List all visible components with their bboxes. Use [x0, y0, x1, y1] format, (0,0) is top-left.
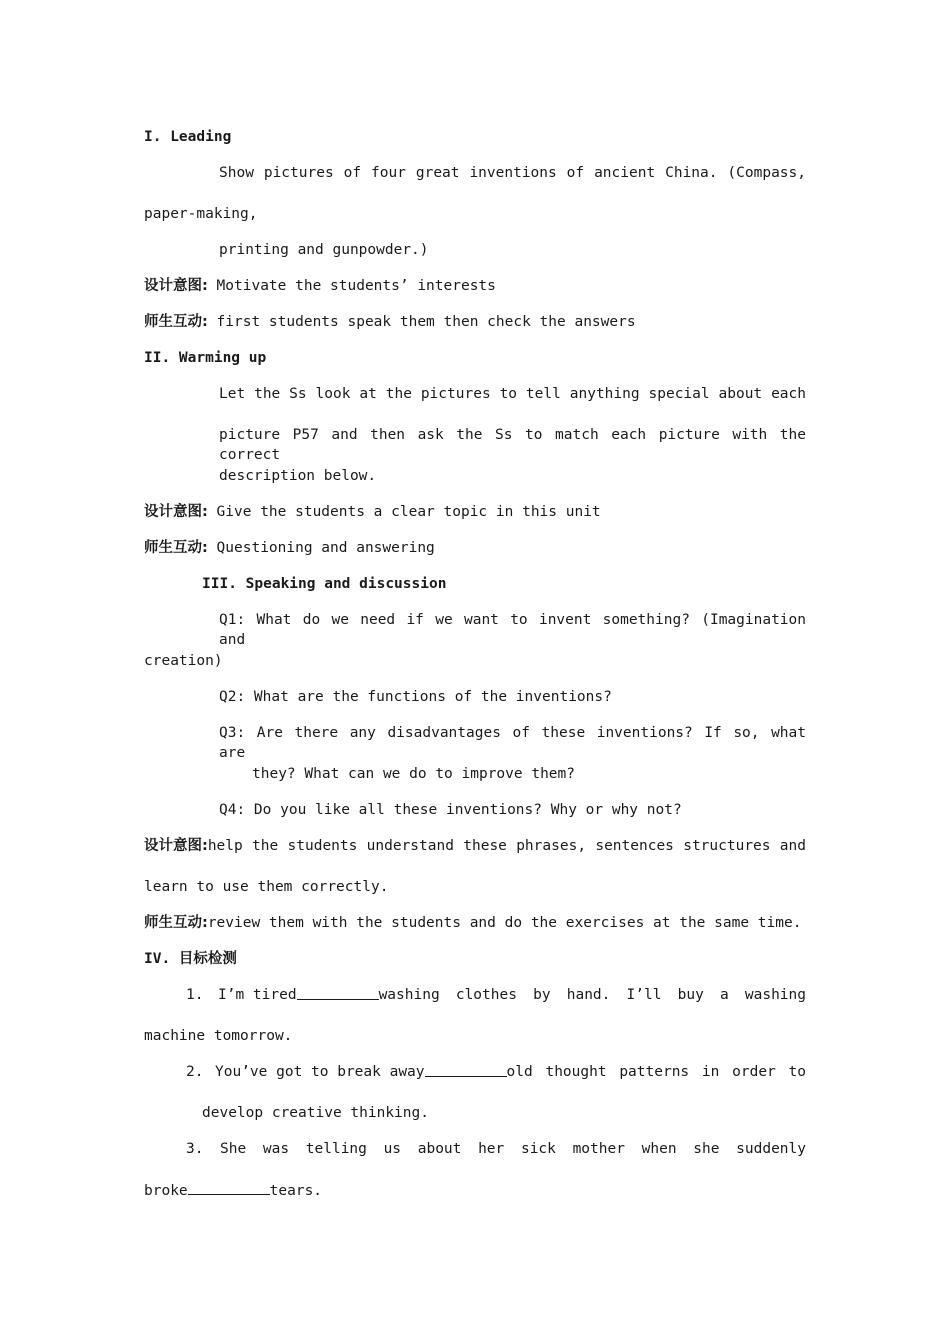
- section-4-title: [144, 949, 237, 969]
- exercise-3-text-after: tears.: [269, 1183, 323, 1199]
- section-2-interaction: [144, 538, 435, 558]
- question-4: Q4: Do you like all these inventions? Why or why not?: [219, 802, 682, 818]
- section-1-paragraph-line-2: paper-making,: [144, 206, 258, 222]
- section-1-design-intent: [144, 276, 496, 296]
- exercise-1-line-2: machine tomorrow.: [144, 1028, 293, 1044]
- exercise-3-number: 3.: [186, 1141, 204, 1157]
- design-intent-label: 设计意图:: [144, 838, 208, 854]
- exercise-1-blank[interactable]: [297, 985, 379, 1000]
- design-intent-text: Give the students a clear topic in this unit: [207, 504, 601, 520]
- section-1-interaction: [144, 312, 636, 332]
- section-4-title-prefix: IV.: [144, 951, 179, 967]
- exercise-2-line-2: develop creative thinking.: [202, 1105, 429, 1121]
- section-2-paragraph-line-1: Let the Ss look at the pictures to tell anything special about each: [219, 386, 806, 402]
- section-3-design-intent-line-2: learn to use them correctly.: [144, 879, 389, 895]
- exercise-1-number: 1.: [186, 987, 204, 1003]
- exercise-2-text-after: old thought patterns in order to: [506, 1064, 806, 1080]
- exercise-1-text-after: washing clothes by hand. I’ll buy a washing: [378, 987, 806, 1003]
- exercise-2-blank[interactable]: [425, 1062, 507, 1077]
- question-3-line-1: Q3: Are there any disadvantages of these inventions? If so, what are: [219, 725, 806, 761]
- interaction-text: Questioning and answering: [207, 540, 435, 556]
- section-3-title: III. Speaking and discussion: [202, 576, 447, 592]
- design-intent-label: 设计意图:: [144, 504, 208, 520]
- exercise-2-number: 2.: [186, 1064, 204, 1080]
- question-1-line-2: creation): [144, 653, 223, 669]
- exercise-3-text-before: broke: [144, 1183, 188, 1199]
- exercise-3-blank[interactable]: [188, 1180, 270, 1195]
- interaction-label: 师生互动:: [144, 314, 208, 330]
- question-1-line-1: Q1: What do we need if we want to invent something? (Imagination and: [219, 612, 806, 648]
- exercise-1-line-1: [218, 985, 806, 1005]
- exercise-3-line-1: She was telling us about her sick mother when she suddenly: [220, 1141, 806, 1157]
- interaction-label: 师生互动:: [144, 540, 208, 556]
- design-intent-label: 设计意图:: [144, 278, 208, 294]
- question-2: Q2: What are the functions of the inventions?: [219, 689, 612, 705]
- design-intent-text: help the students understand these phrases, sentences structures and: [207, 838, 806, 854]
- interaction-text: review them with the students and do the exercises at the same time.: [207, 915, 802, 931]
- section-2-paragraph-line-2: picture P57 and then ask the Ss to match each picture with the correct: [219, 427, 806, 463]
- exercise-2-text-before: You’ve got to break away: [215, 1064, 425, 1080]
- interaction-label: 师生互动:: [144, 915, 208, 931]
- section-2-paragraph-line-3: description below.: [219, 468, 377, 484]
- section-2-title: II. Warming up: [144, 350, 267, 366]
- section-1-paragraph-line-1: Show pictures of four great inventions of ancient China. (Compass,: [219, 165, 806, 181]
- section-4-title-cn: 目标检测: [178, 951, 237, 967]
- interaction-text: first students speak them then check the answers: [207, 314, 636, 330]
- design-intent-text: Motivate the students’ interests: [207, 278, 496, 294]
- exercise-1-text-before: I’m tired: [218, 987, 297, 1003]
- question-3-line-2: they? What can we do to improve them?: [252, 766, 576, 782]
- section-1-paragraph-line-3: printing and gunpowder.): [219, 242, 429, 258]
- section-3-interaction: [144, 913, 801, 933]
- exercise-3-line-2: [144, 1180, 322, 1201]
- section-2-design-intent: [144, 502, 601, 522]
- exercise-2-line-1: [215, 1062, 806, 1082]
- section-3-design-intent: [144, 836, 806, 856]
- section-1-title: I. Leading: [144, 129, 232, 145]
